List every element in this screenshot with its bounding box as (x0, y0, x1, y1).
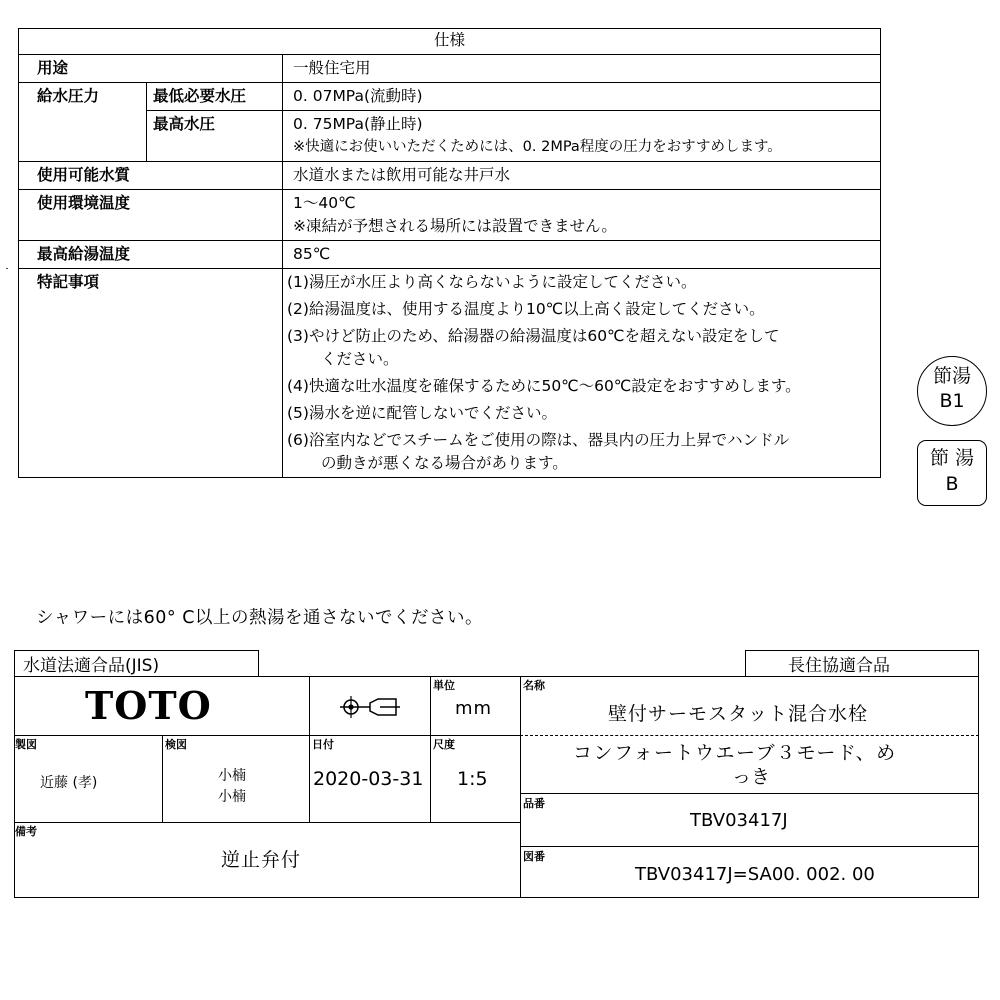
scale-label: 尺度 (433, 738, 455, 751)
grid-line (309, 676, 310, 822)
name-value: 壁付サーモスタット混合水栓 (608, 703, 869, 725)
remark-3-cont: ください。 (321, 350, 399, 368)
water-quality-label: 使用可能水質 (19, 162, 283, 190)
env-temp-cell (283, 190, 881, 241)
remarks-label: 特記事項 (19, 269, 283, 478)
name-label: 名称 (523, 679, 545, 692)
env-temp-value: 1～40℃ (293, 194, 356, 212)
toto-logo: TOTO (85, 683, 212, 728)
date-label: 日付 (312, 738, 334, 751)
min-pressure-value: 0. 07MPa(流動時) (283, 83, 881, 111)
grid-line (520, 793, 979, 794)
max-pressure-label: 最高水圧 (147, 111, 283, 162)
grid-line (430, 676, 431, 822)
env-temp-label: 使用環境温度 (19, 190, 283, 241)
remark-2: (2)給湯温度は、使用する温度より10℃以上高く設定してください。 (287, 300, 765, 318)
remark-6: (6)浴室内などでスチームをご使用の際は、器具内の圧力上昇でハンドル (287, 431, 790, 449)
pressure-label: 給水圧力 (19, 83, 147, 162)
usage-value: 一般住宅用 (283, 55, 881, 83)
part-no-label: 品番 (523, 797, 545, 810)
checked-label: 検図 (165, 738, 187, 751)
max-hot-value: 85℃ (283, 241, 881, 269)
part-no-value: TBV03417J (690, 810, 788, 831)
grid-line (14, 822, 520, 823)
stamp-circle-line2: B1 (939, 390, 965, 412)
drawing-no-value: TBV03417J=SA00. 002. 00 (635, 864, 875, 885)
remarks-value: 逆止弁付 (221, 849, 302, 871)
remark-3: (3)やけど防止のため、給湯器の給湯温度は60℃を超えない設定をして (287, 327, 780, 345)
setsuyu-b-stamp (917, 440, 987, 506)
jis-label: 水道法適合品(JIS) (23, 656, 160, 676)
pressure-note: ※快適にお使いいただくためには、0. 2MPa程度の圧力をおすすめします。 (293, 139, 782, 155)
stamp-box-line2: B (945, 473, 959, 495)
model-desc-line2: っき (732, 766, 771, 788)
remark-4: (4)快適な吐水温度を確保するために50℃～60℃設定をおすすめします。 (287, 377, 801, 395)
spec-title: 仕様 (19, 29, 881, 55)
remarks-cell (283, 269, 881, 478)
max-hot-label: 最高給湯温度 (19, 241, 283, 269)
date-value: 2020-03-31 (313, 768, 424, 790)
remark-5: (5)湯水を逆に配管しないでください。 (287, 404, 557, 422)
usage-label: 用途 (19, 55, 283, 83)
stamp-box-line1: 節 湯 (929, 447, 975, 469)
jis-tab (14, 650, 259, 676)
projection-symbol-icon (340, 695, 402, 719)
drawing-no-label: 図番 (523, 850, 545, 863)
shower-warning: シャワーには60° C以上の熱湯を通さないでください。 (36, 608, 483, 628)
dashed-line (520, 735, 979, 736)
margin-mark (6, 268, 8, 269)
grid-line (520, 846, 979, 847)
min-pressure-label: 最低必要水圧 (147, 83, 283, 111)
choju-label: 長住協適合品 (788, 656, 890, 676)
model-desc-line1: コンフォートウエーブ３モード、め (573, 742, 897, 764)
drawn-value: 近藤 (孝) (40, 775, 98, 791)
max-pressure-cell (283, 111, 881, 162)
env-temp-note: ※凍結が予想される場所には設置できません。 (293, 217, 617, 235)
remark-1: (1)湯圧が水圧より高くならないように設定してください。 (287, 273, 697, 291)
unit-label: 単位 (433, 679, 455, 692)
grid-line (520, 676, 521, 898)
drawn-label: 製図 (15, 738, 37, 751)
remarks-label: 備考 (15, 825, 37, 838)
setsuyu-b1-stamp (917, 356, 987, 426)
scale-value: 1:5 (457, 768, 488, 790)
stamp-circle-line1: 節湯 (932, 365, 971, 387)
max-pressure-value: 0. 75MPa(静止時) (293, 115, 423, 133)
spec-table (18, 28, 881, 478)
checked-value-1: 小楠 (218, 768, 246, 784)
checked-value-2: 小楠 (218, 789, 246, 805)
unit-value: mm (455, 698, 493, 719)
water-quality-value: 水道水または飲用可能な井戸水 (283, 162, 881, 190)
remark-6-cont: の動きが悪くなる場合があります。 (321, 454, 568, 472)
grid-line (162, 735, 163, 822)
choju-tab (745, 650, 979, 676)
